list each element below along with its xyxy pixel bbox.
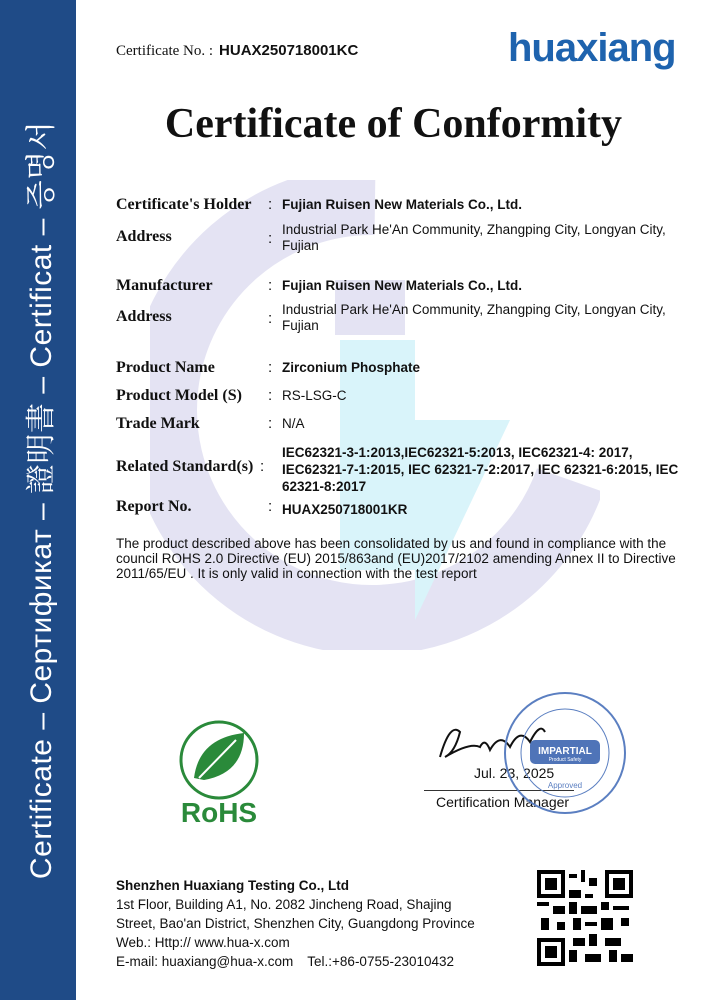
huaxiang-logo [508, 26, 676, 71]
footer-email: E-mail: huaxiang@hua-x.com [116, 954, 294, 969]
stamp-sub-text: Product Safety [548, 757, 582, 763]
signature-date: Jul. 23, 2025 [474, 765, 555, 781]
colon: : [268, 196, 273, 213]
field-label: Manufacturer [116, 277, 213, 294]
sidebar-band [0, 0, 76, 1000]
field-label: Certificate's Holder [116, 196, 252, 213]
logo-text: huaxiang [508, 26, 676, 70]
field-label: Product Name [116, 359, 215, 376]
colon: : [268, 387, 273, 404]
field-label: Address [116, 228, 172, 245]
footer-tel: Tel.:+86-0755-23010432 [307, 954, 455, 969]
qr-code [537, 870, 633, 966]
field-value: N/A [282, 416, 305, 431]
footer-company-info [116, 876, 475, 971]
field-value: RS-LSG-C [282, 388, 347, 403]
cert-no-label: Certificate No. : [116, 43, 214, 59]
cert-no-value: HUAX250718001KC [219, 42, 359, 59]
certificate-number [116, 42, 358, 60]
sidebar-text: Certificate – Сертификат – 證明書 – Certificat – 증명서 [25, 120, 58, 880]
field-label: Report No. [116, 498, 192, 515]
field-value: IEC62321-3-1:2013,IEC62321-5:2013, IEC62321-4: 2017, IEC62321-7-1:2015, IEC 62321-7-2:2017, IEC 62321-6:2015, IEC 62321-8:2017 [282, 445, 679, 494]
colon: : [268, 230, 273, 247]
field-value: Zirconium Phosphate [282, 360, 421, 375]
field-label: Trade Mark [116, 415, 200, 432]
colon: : [268, 310, 273, 327]
compliance-statement: The product described above has been consolidated by us and found in compliance with the council ROHS 2.0 Directive (EU) 2015/863and (EU)2017/2102 amending Annex II to Directive 2011/65/EU . It is only valid in connection with the test report [116, 536, 676, 581]
field-label: Product Model (S) [116, 387, 242, 404]
field-label: Address [116, 308, 172, 325]
stamp-center-text: IMPARTIAL [538, 746, 592, 757]
footer-address-2: Street, Bao'an District, Shenzhen City, Guangdong Province [116, 916, 475, 931]
colon: : [268, 415, 273, 432]
footer-address-1: 1st Floor, Building A1, No. 2082 Jincheng Road, Shajing [116, 897, 452, 912]
field-value: Fujian Ruisen New Materials Co., Ltd. [282, 278, 523, 293]
rohs-text: RoHS [180, 797, 258, 828]
field-value: Fujian Ruisen New Materials Co., Ltd. [282, 197, 523, 212]
company-stamp [500, 688, 630, 818]
field-value: Industrial Park He'An Community, Zhangping City, Longyan City, Fujian [282, 302, 666, 333]
field-label: Related Standard(s) [116, 458, 254, 475]
colon: : [260, 458, 265, 475]
colon: : [268, 359, 273, 376]
field-value: Industrial Park He'An Community, Zhangping City, Longyan City, Fujian [282, 222, 666, 253]
colon: : [268, 277, 273, 294]
colon: : [268, 498, 273, 515]
footer-web: Web.: Http:// www.hua-x.com [116, 935, 290, 950]
field-value: HUAX250718001KR [282, 502, 408, 517]
page-title: Certificate of Conformity [164, 101, 623, 147]
footer-company: Shenzhen Huaxiang Testing Co., Ltd [116, 878, 350, 893]
rohs-logo [164, 718, 274, 828]
signature-title: Certification Manager [436, 794, 570, 810]
stamp-bottom-text: Approved [547, 781, 583, 790]
